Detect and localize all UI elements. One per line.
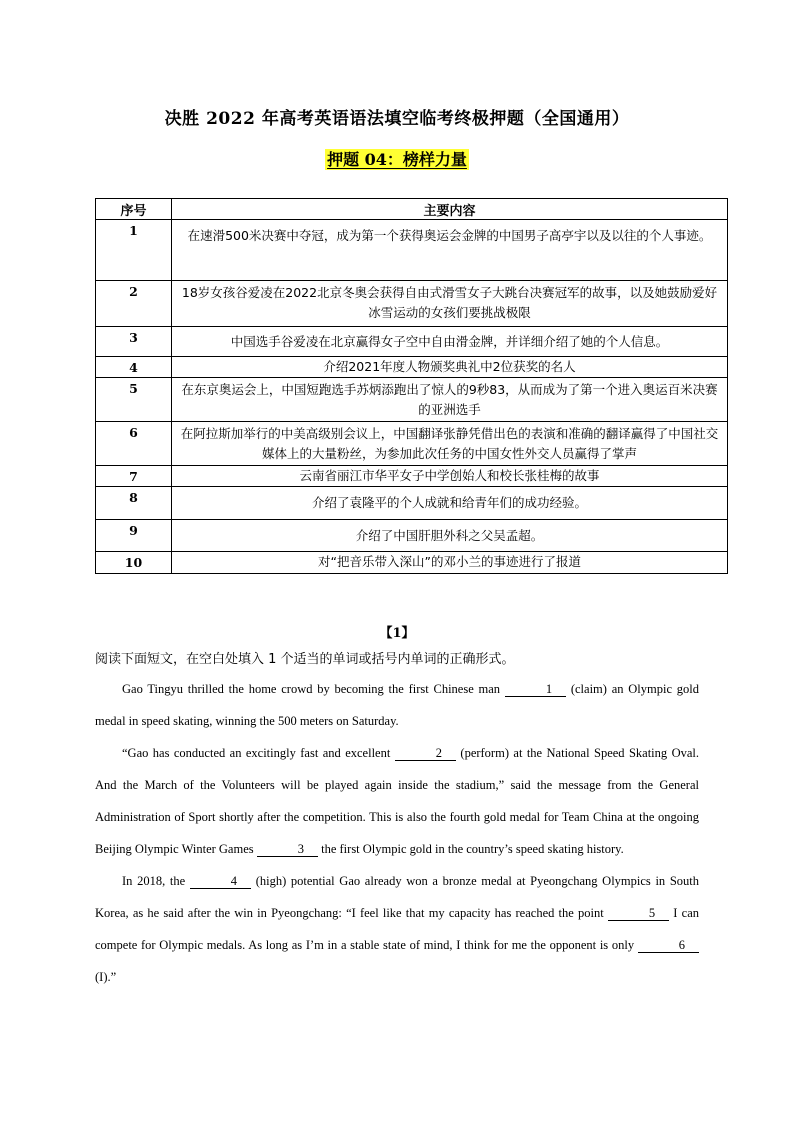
blank-6[interactable]: 6 [638,938,699,953]
row-content: 在东京奥运会上，中国短跑选手苏炳添跑出了惊人的9秒83，从而成为了第一个进入奥运百米决赛的亚洲选手 [172,378,728,422]
row-content: 18岁女孩谷爱凌在2022北京冬奥会获得自由式滑雪女子大跳台决赛冠军的故事，以及她鼓励爱好冰雪运动的女孩们要挑战极限 [172,281,728,327]
row-number: 8 [96,487,172,520]
row-content: 在阿拉斯加举行的中美高级别会议上，中国翻译张静凭借出色的表演和准确的翻译赢得了中国社交媒体上的大量粉丝，为参加此次任务的中国女性外交人员赢得了掌声 [172,422,728,466]
passage-paragraph [95,673,699,737]
row-content: 介绍了中国肝胆外科之父吴孟超。 [172,520,728,552]
passage-text: “Gao has conducted an excitingly fast and excellent [122,746,395,760]
table-row [96,357,728,378]
blank-4[interactable]: 4 [190,874,251,889]
passage-text: the first Olympic gold in the country’s speed skating history. [318,842,624,856]
table-row [96,327,728,357]
row-number: 2 [96,281,172,327]
document-subtitle: 押题 04：榜样力量 [327,150,467,169]
row-number: 10 [96,552,172,574]
reading-passage [95,673,699,993]
subtitle-wrap [0,147,794,170]
row-content: 在速滑500米决赛中夺冠，成为第一个获得奥运会金牌的中国男子高亭宇以及以往的个人事迹。 [172,220,728,281]
table-row [96,520,728,552]
table-row [96,552,728,574]
passage-text: (I).” [95,970,117,984]
table-row [96,422,728,466]
row-number: 1 [96,220,172,281]
passage-text: (claim) an Olympic gold medal in speed skating, winning the 500 meters on Saturday. [95,682,699,728]
blank-1[interactable]: 1 [505,682,566,697]
table-header-row [96,199,728,220]
passage-text: In 2018, the [122,874,190,888]
row-number: 9 [96,520,172,552]
blank-2[interactable]: 2 [395,746,456,761]
instruction-text: 阅读下面短文，在空白处填入 1 个适当的单词或括号内单词的正确形式。 [95,652,515,667]
passage-paragraph [95,865,699,993]
row-content: 介绍2021年度人物颁奖典礼中2位获奖的名人 [172,357,728,378]
blank-5[interactable]: 5 [608,906,669,921]
row-content: 云南省丽江市华平女子中学创始人和校长张桂梅的故事 [172,466,728,487]
row-content: 中国选手谷爱凌在北京赢得女子空中自由滑金牌，并详细介绍了她的个人信息。 [172,327,728,357]
row-number: 3 [96,327,172,357]
passage-text: I can compete for Olympic medals. As long as I’m in a stable state of mind, I think for me the opponent is only [95,906,699,952]
table-row [96,487,728,520]
table-header-content: 主要内容 [172,199,728,220]
table-row [96,281,728,327]
table-row [96,466,728,487]
blank-3[interactable]: 3 [257,842,318,857]
section-heading: 【1】 [379,626,415,641]
row-number: 5 [96,378,172,422]
row-content: 对“把音乐带入深山”的邓小兰的事迹进行了报道 [172,552,728,574]
passage-text: Gao Tingyu thrilled the home crowd by becoming the first Chinese man [122,682,505,696]
row-number: 4 [96,357,172,378]
table-row [96,220,728,281]
passage-paragraph [95,737,699,865]
table-row [96,378,728,422]
table-header-number: 序号 [96,199,172,220]
contents-table [95,198,728,574]
passage-text: (high) potential Gao already won a bronze medal at Pyeongchang Olympics in South Korea, as he said after the win in Pyeongchang: “I feel like that my capacity has reached the point [95,874,700,920]
row-number: 7 [96,466,172,487]
document-title: 决胜 2022 年高考英语语法填空临考终极押题（全国通用） [164,109,630,129]
passage-text: (perform) at the National Speed Skating Oval. And the March of the Volunteers will be played again inside the stadium,” said the message from the General Administration of Sport shortly after the competition. This is also the fourth gold medal for Team China at the ongoing Beijing Olympic Winter Games [95,746,699,856]
row-content: 介绍了袁隆平的个人成就和给青年们的成功经验。 [172,487,728,520]
row-number: 6 [96,422,172,466]
